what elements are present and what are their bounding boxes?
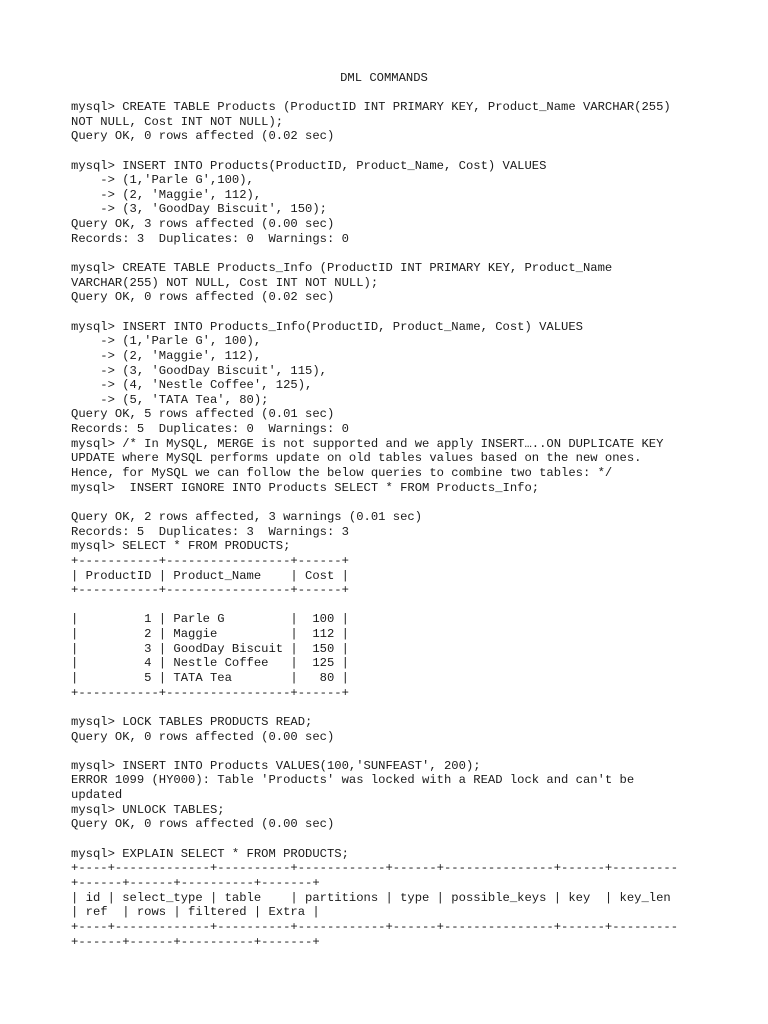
transcript-line: mysql> UNLOCK TABLES; [71,802,225,817]
transcript-line: Hence, for MySQL we can follow the below queries to combine two tables: */ [71,466,613,481]
transcript-line: Query OK, 0 rows affected (0.02 sec) [71,129,335,144]
transcript-line: mysql> CREATE TABLE Products (ProductID INT PRIMARY KEY, Product_Name VARCHAR(255) [71,100,671,114]
transcript-line: +-----------+-----------------+------+ [71,553,349,568]
transcript-line: NOT NULL, Cost INT NOT NULL); [71,114,284,129]
blank-line [71,832,711,847]
transcript-line: -> (5, 'TATA Tea', 80); [71,392,269,407]
transcript-line: updated [71,788,123,803]
transcript-line: | 5 | TATA Tea | 80 | [71,670,349,685]
transcript-line: Records: 3 Duplicates: 0 Warnings: 0 [71,231,349,246]
transcript-line: mysql> INSERT INTO Products(ProductID, Product_Name, Cost) VALUES [71,158,547,173]
transcript-line: -> (1,'Parle G',100), [71,173,254,188]
blank-line [71,700,711,715]
transcript-line: mysql> EXPLAIN SELECT * FROM PRODUCTS; [71,846,349,861]
terminal-transcript [71,100,711,949]
transcript-line: Records: 5 Duplicates: 0 Warnings: 0 [71,422,349,437]
transcript-line: mysql> CREATE TABLE Products_Info (ProductID INT PRIMARY KEY, Product_Name [71,261,613,276]
transcript-line: mysql> /* In MySQL, MERGE is not supported and we apply INSERT…..ON DUPLICATE KEY [71,436,664,451]
transcript-line: Query OK, 0 rows affected (0.00 sec) [71,729,335,744]
transcript-line: | id | select_type | table | partitions | type | possible_keys | key | key_len [71,890,671,905]
transcript-line: +------+------+----------+-------+ [71,934,320,949]
transcript-line: mysql> INSERT IGNORE INTO Products SELECT * FROM Products_Info; [71,480,540,495]
blank-line [71,598,711,613]
transcript-line: | 2 | Maggie | 112 | [71,627,349,642]
transcript-line: +------+------+----------+-------+ [71,875,320,890]
transcript-line: -> (3, 'GoodDay Biscuit', 150); [71,202,327,217]
transcript-line: mysql> INSERT INTO Products_Info(ProductID, Product_Name, Cost) VALUES [71,319,583,334]
transcript-line: Records: 5 Duplicates: 3 Warnings: 3 [71,524,349,539]
transcript-line: | ProductID | Product_Name | Cost | [71,568,349,583]
blank-line [71,305,711,320]
transcript-line: -> (3, 'GoodDay Biscuit', 115), [71,363,327,378]
transcript-line: ERROR 1099 (HY000): Table 'Products' was locked with a READ lock and can't be [71,773,635,788]
transcript-line: -> (2, 'Maggie', 112), [71,187,262,202]
transcript-line: Query OK, 5 rows affected (0.01 sec) [71,407,335,422]
blank-line [71,744,711,759]
transcript-line: | 4 | Nestle Coffee | 125 | [71,656,349,671]
transcript-line: mysql> INSERT INTO Products VALUES(100,'SUNFEAST', 200); [71,758,481,773]
transcript-line: -> (4, 'Nestle Coffee', 125), [71,378,313,393]
transcript-line: +----+-------------+----------+------------+------+---------------+------+--------- [71,861,679,876]
transcript-line: mysql> SELECT * FROM PRODUCTS; [71,539,291,554]
transcript-line: +-----------+-----------------+------+ [71,685,349,700]
blank-line [71,246,711,261]
transcript-line: | 1 | Parle G | 100 | [71,612,349,627]
transcript-line: -> (1,'Parle G', 100), [71,334,262,349]
transcript-line: Query OK, 2 rows affected, 3 warnings (0.01 sec) [71,509,423,524]
transcript-line: +----+-------------+----------+------------+------+---------------+------+--------- [71,919,679,934]
transcript-line: +-----------+-----------------+------+ [71,583,349,598]
transcript-line: | 3 | GoodDay Biscuit | 150 | [71,641,349,656]
transcript-line: UPDATE where MySQL performs update on old tables values based on the new ones. [71,451,642,466]
document-title: DML COMMANDS [340,71,428,85]
transcript-line: Query OK, 0 rows affected (0.00 sec) [71,817,335,832]
transcript-line: Query OK, 3 rows affected (0.00 sec) [71,217,335,232]
transcript-line: Query OK, 0 rows affected (0.02 sec) [71,290,335,305]
transcript-line: mysql> LOCK TABLES PRODUCTS READ; [71,714,313,729]
blank-line [71,144,711,159]
transcript-line: -> (2, 'Maggie', 112), [71,348,262,363]
blank-line [71,495,711,510]
transcript-line: | ref | rows | filtered | Extra | [71,905,320,920]
transcript-line: VARCHAR(255) NOT NULL, Cost INT NOT NULL); [71,275,379,290]
